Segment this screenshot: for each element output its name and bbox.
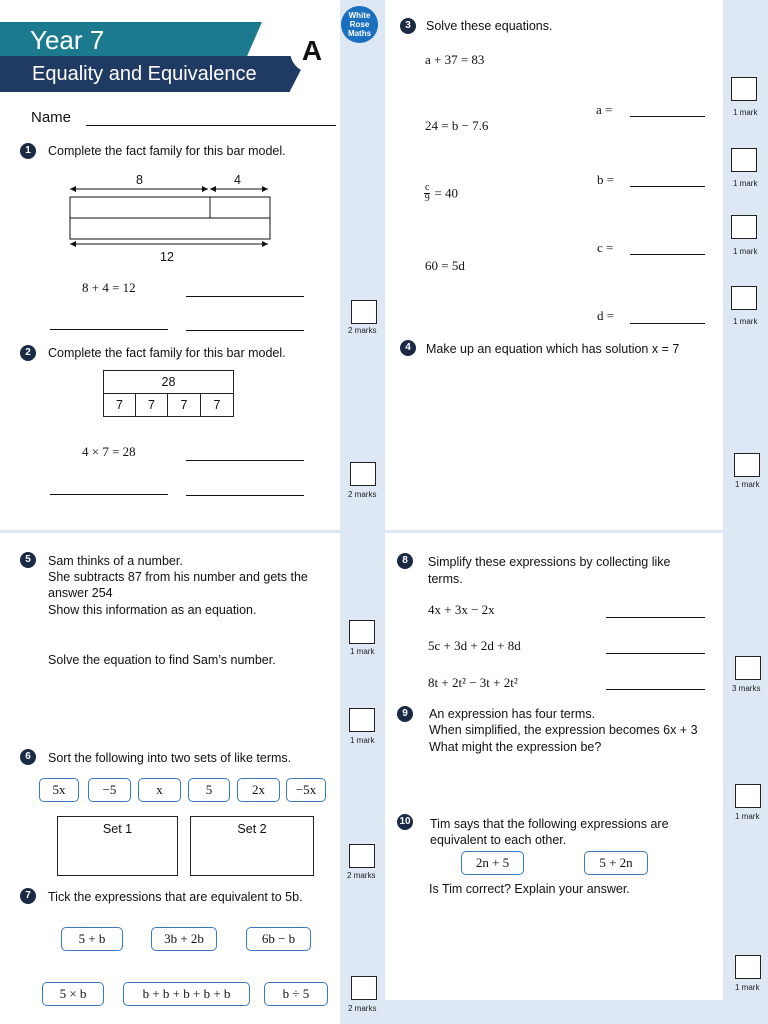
q1-top-left-label: 8 [136, 173, 143, 187]
q1-mark-box[interactable] [351, 300, 377, 324]
q3-marks-label: 1 mark [733, 179, 758, 188]
q2-bar-part: 7 [167, 393, 201, 417]
q4-marks-label: 1 mark [735, 480, 760, 489]
name-field[interactable] [86, 125, 336, 126]
q2-bar-total: 28 [103, 370, 234, 394]
q2-bar-part: 7 [200, 393, 234, 417]
expression-card: 2n + 5 [461, 851, 524, 875]
q1-answer-line[interactable] [50, 329, 168, 330]
q1-given-fact: 8 + 4 = 12 [82, 280, 136, 295]
term-card[interactable]: x [138, 778, 181, 802]
q5-mark-box[interactable] [349, 708, 375, 732]
q3-marks-label: 1 mark [733, 317, 758, 326]
q5-text-line: She subtracts 87 from his number and gets the [48, 570, 308, 584]
fraction-numerator: c [425, 182, 430, 193]
q3-answer-line[interactable] [630, 323, 705, 324]
q3-answer-label: b = [597, 172, 615, 187]
q1-answer-line[interactable] [186, 330, 304, 331]
q1-top-right-label: 4 [234, 173, 241, 187]
q6-marks-label: 2 marks [347, 871, 376, 880]
q8-answer-line[interactable] [606, 653, 705, 654]
q3-answer-line[interactable] [630, 116, 705, 117]
q9-mark-box[interactable] [735, 784, 761, 808]
term-card[interactable]: 2x [237, 778, 280, 802]
logo-line: Maths [347, 29, 372, 38]
q2-given-fact: 4 × 7 = 28 [82, 444, 136, 459]
q3-equation: 24 = b − 7.6 [425, 118, 489, 133]
q5-marks-label: 1 mark [350, 647, 375, 656]
q8-expression: 4x + 3x − 2x [428, 602, 495, 617]
expression-card[interactable]: 3b + 2b [151, 927, 217, 951]
set-2-label: Set 2 [237, 822, 267, 836]
expression-card[interactable]: 5 × b [42, 982, 104, 1006]
q8-answer-line[interactable] [606, 617, 705, 618]
q1-text: Complete the fact family for this bar model. [48, 144, 286, 158]
question-number: 8 [397, 553, 413, 569]
term-card[interactable]: −5 [88, 778, 131, 802]
q8-expression: 8t + 2t² − 3t + 2t² [428, 675, 518, 690]
q2-answer-line[interactable] [186, 460, 304, 461]
q5-solve-text: Solve the equation to find Sam’s number. [48, 653, 276, 667]
q9-text-line: What might the expression be? [429, 740, 602, 754]
q3-text: Solve these equations. [426, 19, 553, 33]
year-label: Year 7 [30, 25, 105, 55]
page-title: Equality and Equivalence [32, 63, 257, 85]
expression-card: 5 + 2n [584, 851, 648, 875]
q5-mark-box[interactable] [349, 620, 375, 644]
question-number: 10 [397, 814, 413, 830]
q3-mark-box[interactable] [731, 148, 757, 172]
q1-bottom-label: 12 [160, 250, 174, 264]
q2-bar-part: 7 [135, 393, 168, 417]
q3-marks-label: 1 mark [733, 108, 758, 117]
q3-answer-line[interactable] [630, 186, 705, 187]
q5-marks-label: 1 mark [350, 736, 375, 745]
term-card[interactable]: 5x [39, 778, 79, 802]
q3-equation: a + 37 = 83 [425, 52, 485, 67]
term-card[interactable]: −5x [286, 778, 326, 802]
logo-line: Rose [349, 20, 370, 29]
q3-mark-box[interactable] [731, 286, 757, 310]
term-card[interactable]: 5 [188, 778, 230, 802]
q7-marks-label: 2 marks [348, 1004, 377, 1013]
q1-answer-line[interactable] [186, 296, 304, 297]
expression-card[interactable]: 6b − b [246, 927, 311, 951]
q5-text-line: Sam thinks of a number. [48, 554, 183, 568]
q3-answer-line[interactable] [630, 254, 705, 255]
expression-card[interactable]: 5 + b [61, 927, 123, 951]
q2-marks-label: 2 marks [348, 490, 377, 499]
fraction-rest: = 40 [434, 185, 459, 201]
q3-fraction-equation [424, 183, 458, 204]
q8-mark-box[interactable] [735, 656, 761, 680]
q8-text-line: Simplify these expressions by collecting like [428, 555, 671, 569]
white-rose-logo [341, 6, 378, 43]
q6-text: Sort the following into two sets of like terms. [48, 751, 292, 765]
q3-equation: 60 = 5d [425, 258, 465, 273]
q8-text-line: terms. [428, 572, 463, 586]
q9-text-line: An expression has four terms. [429, 707, 596, 721]
q10-question: Is Tim correct? Explain your answer. [429, 882, 630, 896]
q8-expression: 5c + 3d + 2d + 8d [428, 638, 521, 653]
q1-marks-label: 2 marks [348, 326, 377, 335]
question-number: 4 [400, 340, 416, 356]
set-2-box[interactable] [190, 816, 314, 876]
q2-bar-part: 7 [103, 393, 136, 417]
version-badge [290, 29, 334, 73]
version-label: A [301, 35, 323, 66]
q6-mark-box[interactable] [349, 844, 375, 868]
question-number: 3 [400, 18, 416, 34]
question-number: 9 [397, 706, 413, 722]
q9-text-line: When simplified, the expression becomes 6x + 3 [429, 723, 698, 737]
q2-text: Complete the fact family for this bar model. [48, 346, 286, 360]
q5-text-line: answer 254 [48, 586, 113, 600]
expression-card[interactable]: b + b + b + b + b [123, 982, 250, 1006]
q7-text: Tick the expressions that are equivalent to 5b. [48, 890, 303, 904]
q3-answer-label: a = [596, 102, 613, 117]
q4-text: Make up an equation which has solution x = 7 [426, 342, 680, 356]
question-number: 7 [20, 888, 36, 904]
set-1-label: Set 1 [102, 822, 133, 836]
q3-mark-box[interactable] [731, 215, 757, 239]
q2-answer-line[interactable] [50, 494, 168, 495]
q2-answer-line[interactable] [186, 495, 304, 496]
q3-mark-box[interactable] [731, 77, 757, 101]
q10-text-line: Tim says that the following expressions are [430, 817, 669, 831]
question-number: 2 [20, 345, 36, 361]
q5-text-line: Show this information as an equation. [48, 603, 257, 617]
q10-mark-box[interactable] [735, 955, 761, 979]
q3-answer-label: d = [597, 308, 615, 323]
expression-card[interactable]: b ÷ 5 [264, 982, 328, 1006]
question-number: 6 [20, 749, 36, 765]
q9-marks-label: 1 mark [735, 812, 760, 821]
q10-text-line: equivalent to each other. [430, 833, 567, 847]
fraction-denominator: 9 [424, 193, 430, 204]
q10-marks-label: 1 mark [735, 983, 760, 992]
q7-mark-box[interactable] [351, 976, 377, 1000]
q8-answer-line[interactable] [606, 689, 705, 690]
set-1-box[interactable] [57, 816, 178, 876]
name-label: Name [31, 109, 72, 126]
q8-marks-label: 3 marks [732, 684, 761, 693]
question-number: 1 [20, 143, 36, 159]
q3-answer-label: c = [597, 240, 614, 255]
q2-mark-box[interactable] [350, 462, 376, 486]
logo-line: White [348, 11, 371, 20]
q3-marks-label: 1 mark [733, 247, 758, 256]
q4-mark-box[interactable] [734, 453, 760, 477]
question-number: 5 [20, 552, 36, 568]
